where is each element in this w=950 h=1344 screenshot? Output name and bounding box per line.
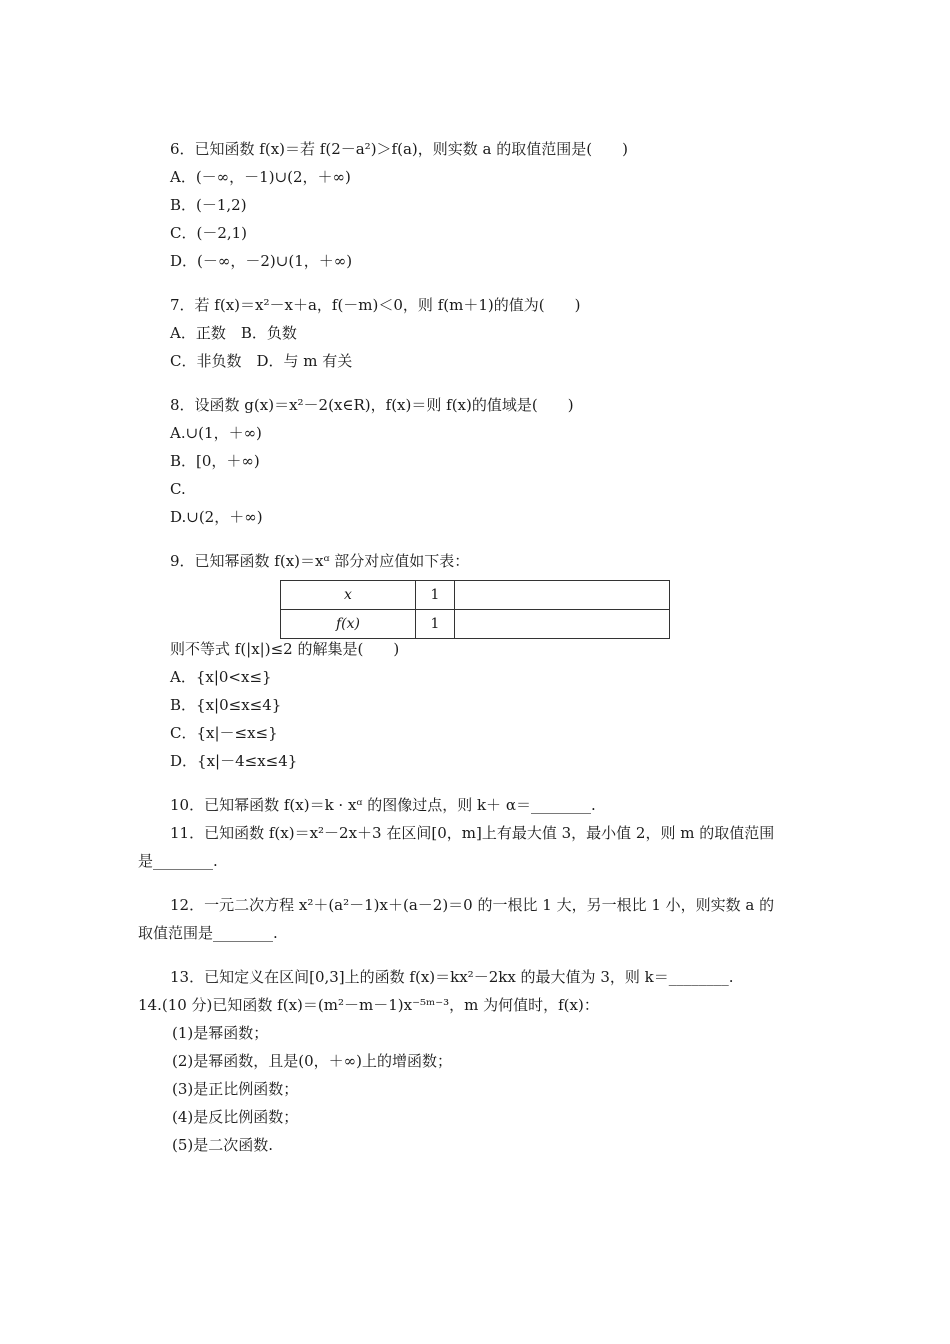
table-row xyxy=(281,610,670,639)
table-cell xyxy=(455,610,670,639)
question-14-part-4: (4)是反比例函数； xyxy=(172,1108,299,1126)
table-row xyxy=(281,581,670,610)
question-9-inequality: 则不等式 f(|x|)≤2 的解集是( ) xyxy=(170,640,400,658)
question-14-part-3: (3)是正比例函数； xyxy=(172,1080,299,1098)
question-8-stem: 8．设函数 g(x)＝x²－2(x∈R)，f(x)＝则 f(x)的值域是( ) xyxy=(170,396,574,414)
table-cell: 1 xyxy=(416,610,455,639)
question-7-options-ab: A．正数 B．负数 xyxy=(170,324,297,342)
table-cell: 1 xyxy=(416,581,455,610)
question-11-line-2: 是________. xyxy=(138,852,218,870)
question-9-option-a: A．{x|0<x≤} xyxy=(170,668,272,686)
question-11-line-1: 11．已知函数 f(x)＝x²－2x＋3 在区间[0，m]上有最大值 3，最小值 2，则 m 的取值范围 xyxy=(170,824,775,842)
question-6-stem: 6．已知函数 f(x)＝若 f(2－a²)＞f(a)，则实数 a 的取值范围是( ) xyxy=(170,140,628,158)
value-table xyxy=(280,580,670,639)
question-14-stem: 14.(10 分)已知函数 f(x)＝(m²－m－1)x⁻⁵ᵐ⁻³，m 为何值时，f(x)： xyxy=(138,996,599,1014)
question-9-option-b: B．{x|0≤x≤4} xyxy=(170,696,282,714)
question-6-option-b: B．(－1,2) xyxy=(170,196,247,214)
question-7-stem: 7．若 f(x)＝x²－x＋a，f(－m)＜0，则 f(m＋1)的值为( ) xyxy=(170,296,581,314)
question-8-option-a: A.∪(1，＋∞) xyxy=(170,424,262,442)
table-cell xyxy=(455,581,670,610)
question-14-part-2: (2)是幂函数，且是(0，＋∞)上的增函数； xyxy=(172,1052,452,1070)
question-6-option-c: C．(－2,1) xyxy=(170,224,248,242)
question-7-options-cd: C．非负数 D．与 m 有关 xyxy=(170,352,353,370)
question-14-part-1: (1)是幂函数； xyxy=(172,1024,269,1042)
question-6-option-d: D．(－∞，－2)∪(1，＋∞) xyxy=(170,252,353,270)
question-8-option-b: B．[0，＋∞) xyxy=(170,452,260,470)
question-9-option-c: C．{x|－≤x≤} xyxy=(170,724,278,742)
table-cell-x-header: x xyxy=(281,581,416,610)
question-12-line-1: 12．一元二次方程 x²＋(a²－1)x＋(a－2)＝0 的一根比 1 大，另一根比 1 小，则实数 a 的 xyxy=(170,896,775,914)
question-8-option-c: C. xyxy=(170,480,186,498)
question-13: 13．已知定义在区间[0,3]上的函数 f(x)＝kx²－2kx 的最大值为 3，则 k＝________. xyxy=(170,968,734,986)
question-9-stem: 9．已知幂函数 f(x)＝xᵅ 部分对应值如下表： xyxy=(170,552,470,570)
table-cell-fx-header: f(x) xyxy=(281,610,416,639)
question-12-line-2: 取值范围是________. xyxy=(138,924,278,942)
question-8-option-d: D.∪(2，＋∞) xyxy=(170,508,263,526)
question-14-part-5: (5)是二次函数. xyxy=(172,1136,274,1154)
question-6-option-a: A．(－∞，－1)∪(2，＋∞) xyxy=(170,168,351,186)
question-10: 10．已知幂函数 f(x)＝k · xᵅ 的图像过点，则 k＋ α＝________. xyxy=(170,796,596,814)
question-9-option-d: D．{x|－4≤x≤4} xyxy=(170,752,298,770)
